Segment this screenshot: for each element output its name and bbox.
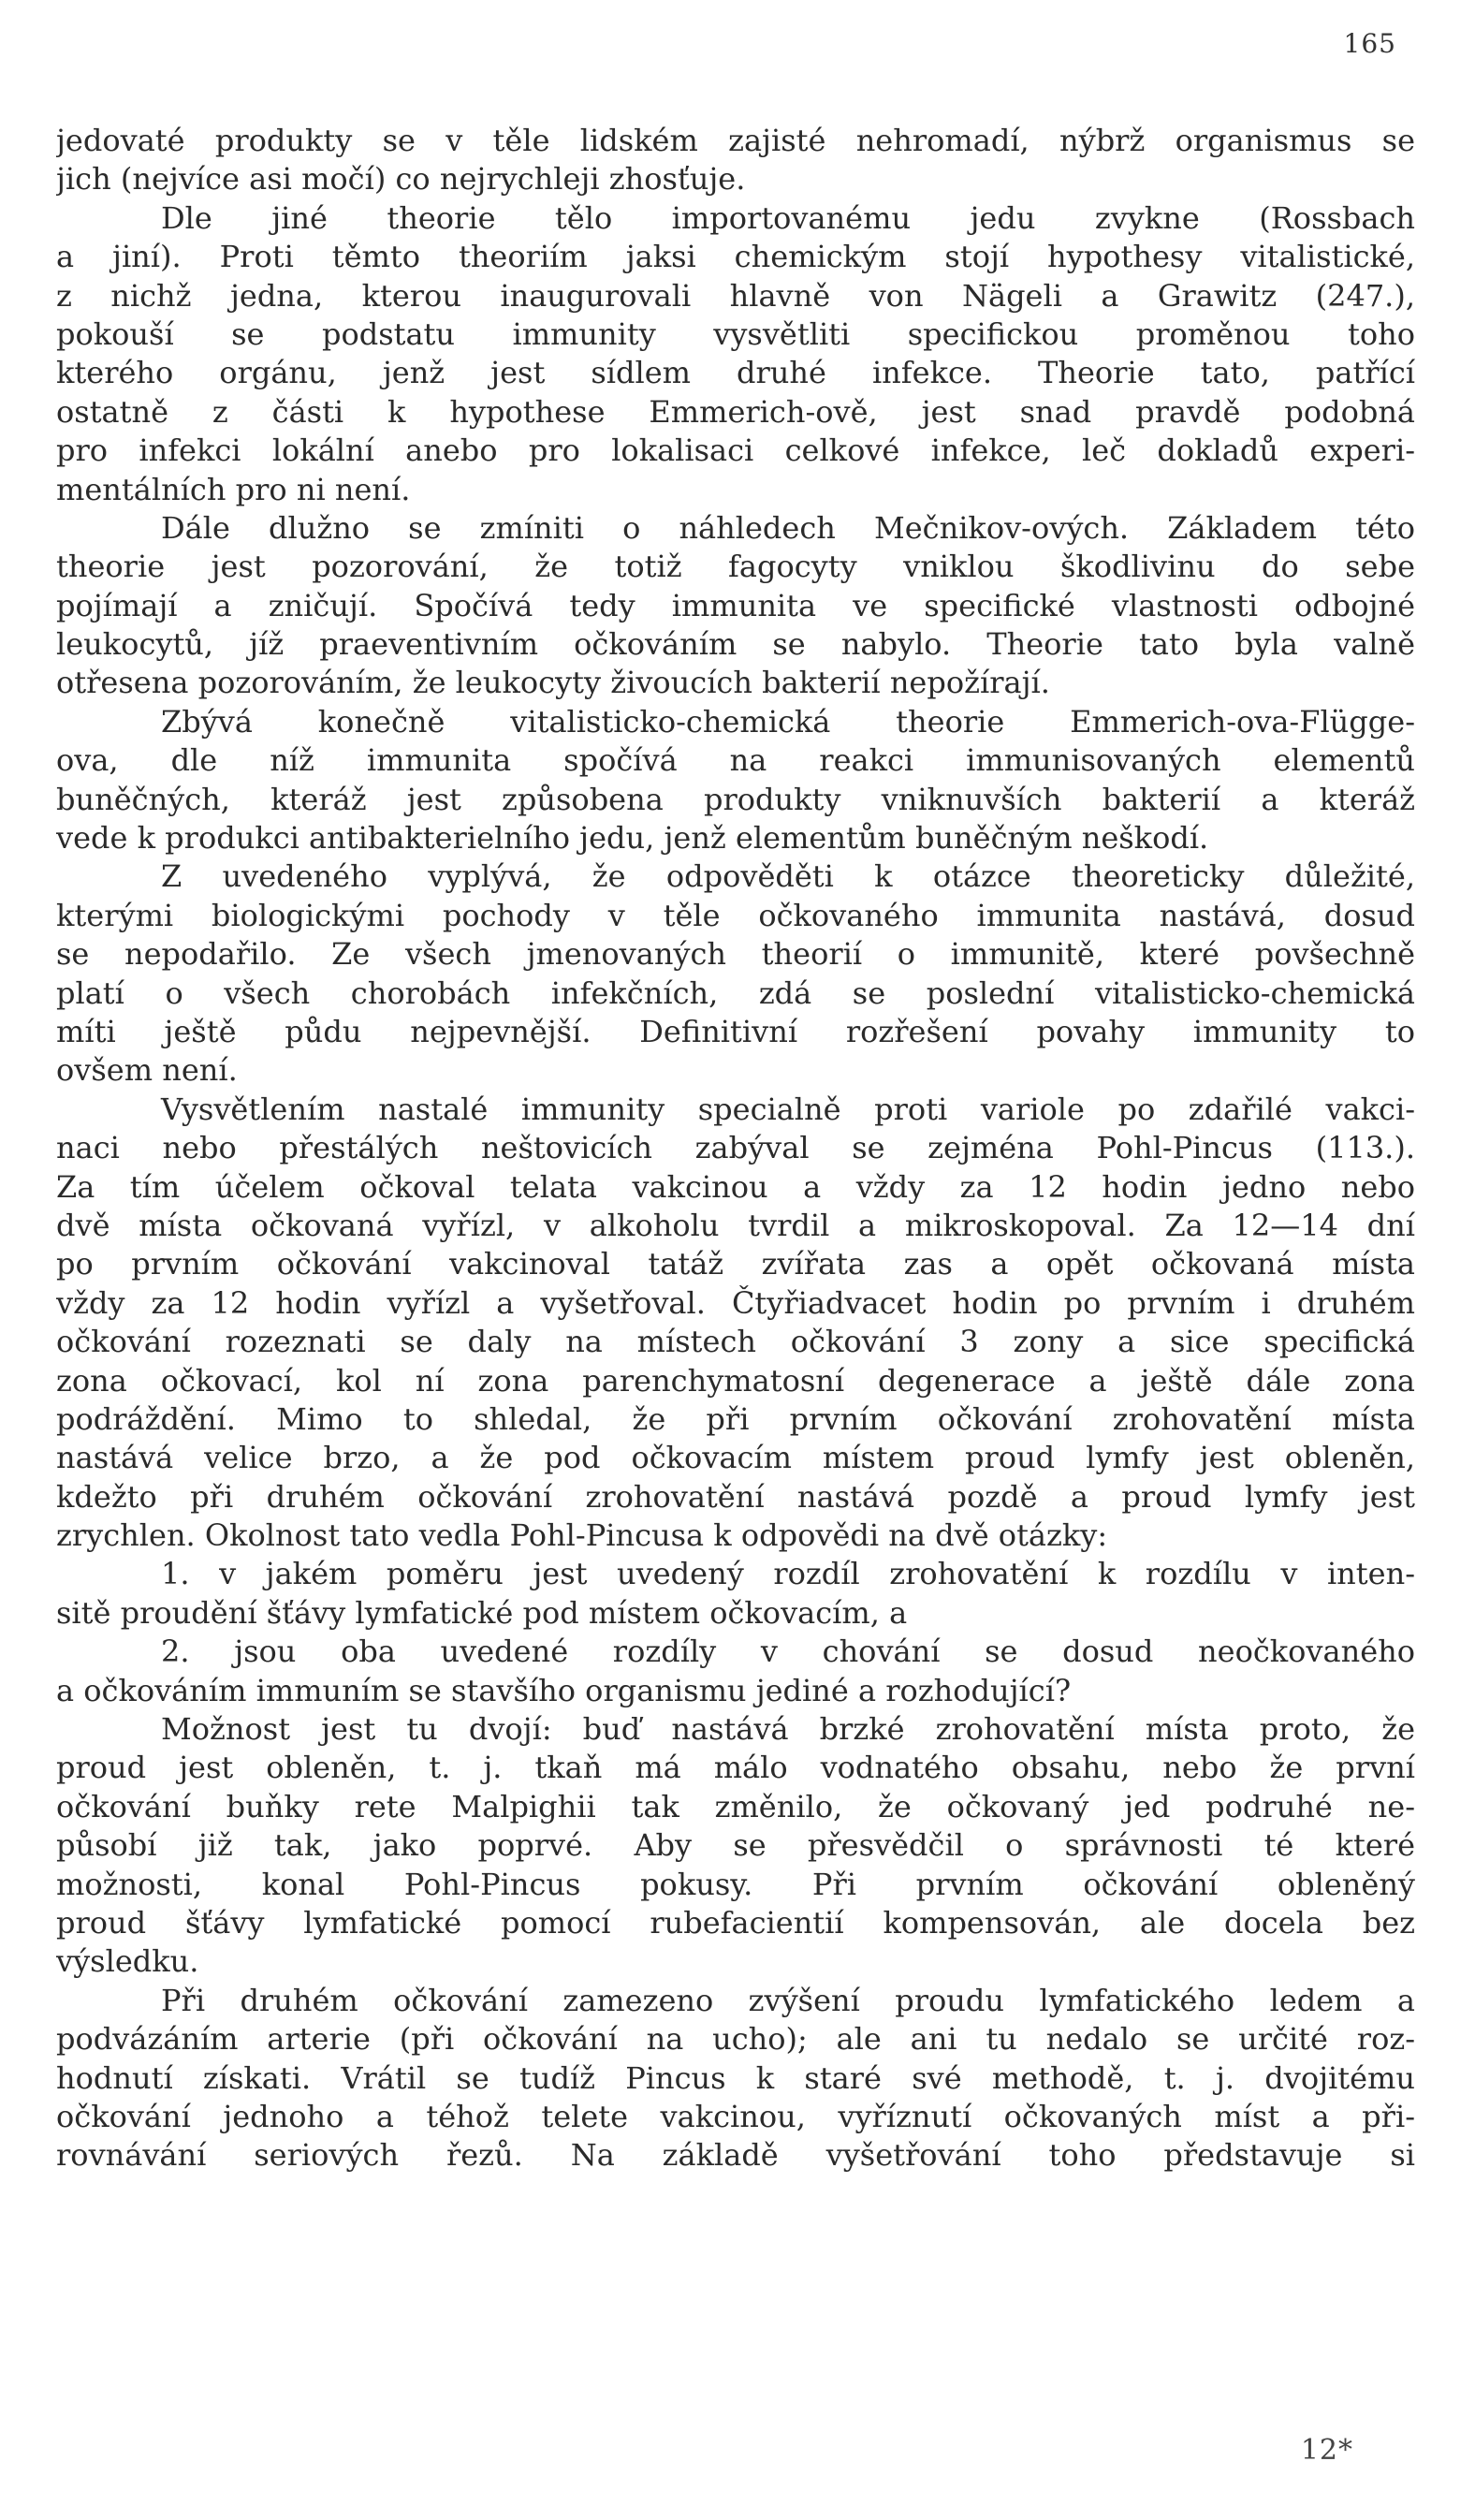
text-line: Zbývá konečně vitalisticko-chemická theorie Emmerich-ova-Flügge- [161,703,1415,740]
text-line: očkování buňky rete Malpighii tak změnilo, že očkovaný jed podruhé ne- [56,1788,1415,1824]
text-line: očkování rozeznati se daly na místech očkování 3 zony a sice specifická [56,1324,1415,1360]
text-line: sitě proudění šťávy lymfatické pod místem očkovacím, a [56,1594,908,1631]
text-line: naci nebo přestálých neštovicích zabýval se zejména Pohl-Pincus (113.). [56,1130,1415,1166]
text-line: pro infekci lokální anebo pro lokalisaci celkové infekce, leč dokladů experi- [56,432,1415,469]
text-line: po prvním očkování vakcinoval tatáž zvířata zas a opět očkovaná místa [56,1246,1415,1282]
text-line: proud šťávy lymfatické pomocí rubefacientií kompensován, ale docela bez [56,1904,1415,1941]
text-line: se nepodařilo. Ze všech jmenovaných theorií o immunitě, které povšechně [56,936,1415,973]
text-line: Dále dlužno se zmíniti o náhledech Mečnikov-ových. Základem této [161,509,1415,546]
page-number: 165 [1343,28,1396,59]
text-line: mentálních pro ni není. [56,471,411,507]
text-line: Dle jiné theorie tělo importovanému jedu zvykne (Rossbach [161,199,1415,236]
text-line: buněčných, kteráž jest způsobena produkty vniknuvších bakterií a kteráž [56,781,1415,817]
text-line: leukocytů, jíž praeventivním očkováním se nabylo. Theorie tato byla valně [56,626,1415,663]
text-line: Možnost jest tu dvojí: buď nastává brzké zrohovatění místa proto, že [161,1711,1415,1748]
text-line: jedovaté produkty se v těle lidském zajisté nehromadí, nýbrž organismus se [56,123,1415,158]
text-line: proud jest obleněn, t. j. tkaň má málo vodnatého obsahu, nebo že první [56,1750,1415,1786]
text-line: a jiní). Proti těmto theoriím jaksi chemickým stojí hypothesy vitalistické, [56,239,1415,275]
text-line: Za tím účelem očkoval telata vakcinou a vždy za 12 hodin jedno nebo [56,1168,1415,1205]
text-line: Z uvedeného vyplývá, že odpověděti k otázce theoreticky důležité, [161,858,1415,895]
text-line: jich (nejvíce asi močí) co nejrychleji zhosťuje. [56,161,746,198]
text-line: vede k produkci antibakterielního jedu, jenž elementům buněčným neškodí. [56,820,1209,857]
text-line: pokouší se podstatu immunity vysvětliti specifickou proměnou toho [56,315,1415,352]
text-line: podráždění. Mimo to shledal, že při prvním očkování zrohovatění místa [56,1400,1415,1437]
text-line: hodnutí získati. Vrátil se tudíž Pincus k staré své methodě, t. j. dvojitému [56,2059,1415,2096]
text-line: Vysvětlením nastalé immunity specialně proti variole po zdařilé vakci- [161,1091,1415,1127]
signature-mark: 12* [1300,2434,1353,2467]
text-line: 2. jsou oba uvedené rozdíly v chování se dosud neočkovaného [161,1634,1415,1670]
text-line: působí již tak, jako poprvé. Aby se přesvědčil o správnosti té které [56,1827,1415,1864]
text-line: možnosti, konal Pohl-Pincus pokusy. Při prvním očkování obleněný [56,1866,1415,1902]
text-line: otřesena pozorováním, že leukocyty živoucích bakterií nepožírají. [56,665,1050,701]
text-line: dvě místa očkovaná vyřízl, v alkoholu tvrdil a mikroskopoval. Za 12—14 dní [56,1207,1415,1243]
text-line: kterými biologickými pochody v těle očkovaného immunita nastává, dosud [56,897,1415,933]
text-line: kterého orgánu, jenž jest sídlem druhé infekce. Theorie tato, patřící [56,355,1415,391]
text-line: a očkováním immuním se stavšího organismu jediné a rozhodující? [56,1672,1072,1708]
text-line: podvázáním arterie (při očkování na ucho); ale ani tu nedalo se určité roz- [56,2021,1415,2058]
text-line: nastává velice brzo, a že pod očkovacím místem proud lymfy jest obleněn, [56,1440,1415,1476]
text-line: zona očkovací, kol ní zona parenchymatosní degenerace a ještě dále zona [56,1362,1415,1399]
text-line: rovnávání seriových řezů. Na základě vyšetřování toho představuje si [56,2137,1415,2174]
text-line: kdežto při druhém očkování zrohovatění nastává pozdě a proud lymfy jest [56,1478,1415,1515]
text-line: z nichž jedna, kterou inaugurovali hlavně von Nägeli a Grawitz (247.), [56,277,1415,314]
text-line: očkování jednoho a téhož telete vakcinou, vyříznutí očkovaných míst a při- [56,2098,1415,2134]
text-line: zrychlen. Okolnost tato vedla Pohl-Pincusa k odpovědi na dvě otázky: [56,1517,1108,1554]
text-line: ova, dle níž immunita spočívá na reakci immunisovaných elementů [56,742,1415,779]
text-line: výsledku. [56,1943,199,1980]
text-line: Při druhém očkování zamezeno zvýšení proudu lymfatického ledem a [161,1982,1415,2018]
text-line: pojímají a zničují. Spočívá tedy immunita ve specifické vlastnosti odbojné [56,587,1415,623]
body-text [56,122,1415,2176]
text-line: theorie jest pozorování, že totiž fagocyty vniklou škodlivinu do sebe [56,549,1415,585]
text-line: 1. v jakém poměru jest uvedený rozdíl zrohovatění k rozdílu v inten- [161,1556,1415,1592]
text-line: míti ještě půdu nejpevnější. Definitivní rozřešení povahy immunity to [56,1013,1415,1049]
text-line: ovšem není. [56,1052,238,1089]
text-line: vždy za 12 hodin vyřízl a vyšetřoval. Čtyřiadvacet hodin po prvním i druhém [56,1284,1415,1321]
text-line: platí o všech chorobách infekčních, zdá se poslední vitalisticko-chemická [56,974,1415,1011]
text-line: ostatně z části k hypothese Emmerich-ově, jest snad pravdě podobná [56,393,1415,430]
